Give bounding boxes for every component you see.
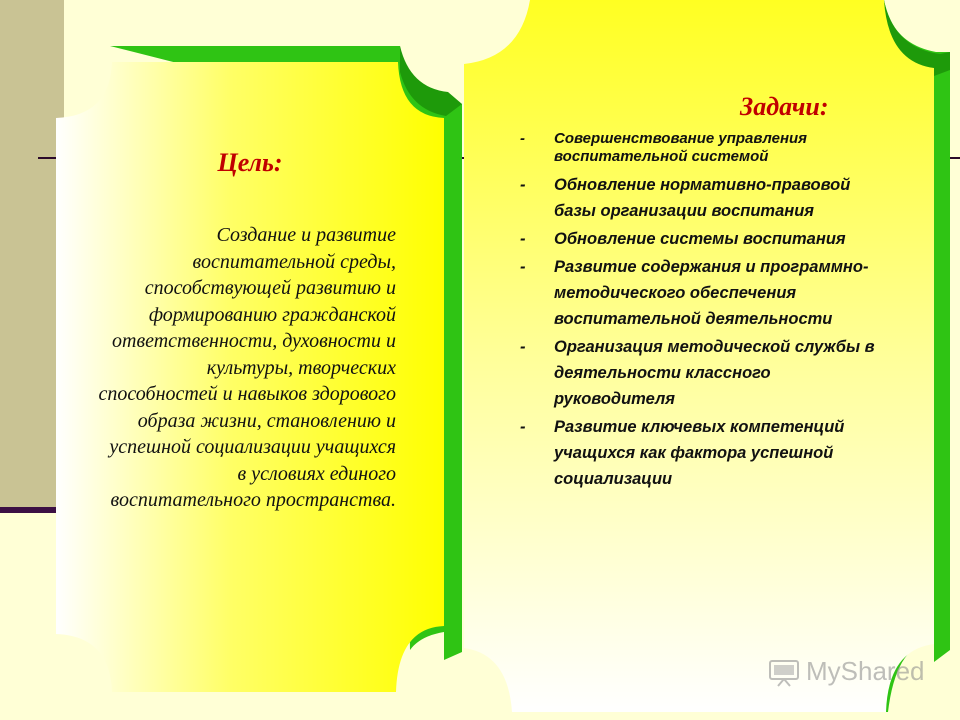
task-text: Развитие содержания и программно-методического обеспечения воспитательной деятельности [554,258,869,328]
task-dash: - [520,176,526,194]
task-item [520,172,880,224]
watermark-text: MyShared [806,656,925,686]
task-item [520,226,880,252]
watermark [768,656,925,687]
task-text: Совершенствование управления воспитательной системой [554,130,807,165]
task-text: Обновление нормативно-правовой базы организации воспитания [554,176,851,220]
goal-title: Цель: [217,148,283,177]
task-item [520,130,880,166]
task-dash: - [520,130,525,147]
task-item [520,414,880,492]
task-text: Развитие ключевых компетенций учащихся как фактора успешной социализации [554,418,845,488]
task-list [520,130,880,494]
task-text: Организация методической службы в деятельности классного руководителя [554,338,875,408]
task-dash: - [520,418,526,436]
task-item [520,254,880,332]
task-text: Обновление системы воспитания [554,230,846,248]
task-dash: - [520,338,526,356]
goal-description: Создание и развитие воспитательной среды, способствующей развитию и формированию гражданской ответственности, духовности и культуры, творческих способностей и навыков здорового образа жизни, становлению и успешной социализации учащихся в условиях единого воспитательного пространства. [98,224,396,511]
task-item [520,334,880,412]
tasks-title: Задачи: [740,92,829,121]
projector-icon [768,657,802,687]
task-dash: - [520,258,526,276]
task-dash: - [520,230,526,248]
